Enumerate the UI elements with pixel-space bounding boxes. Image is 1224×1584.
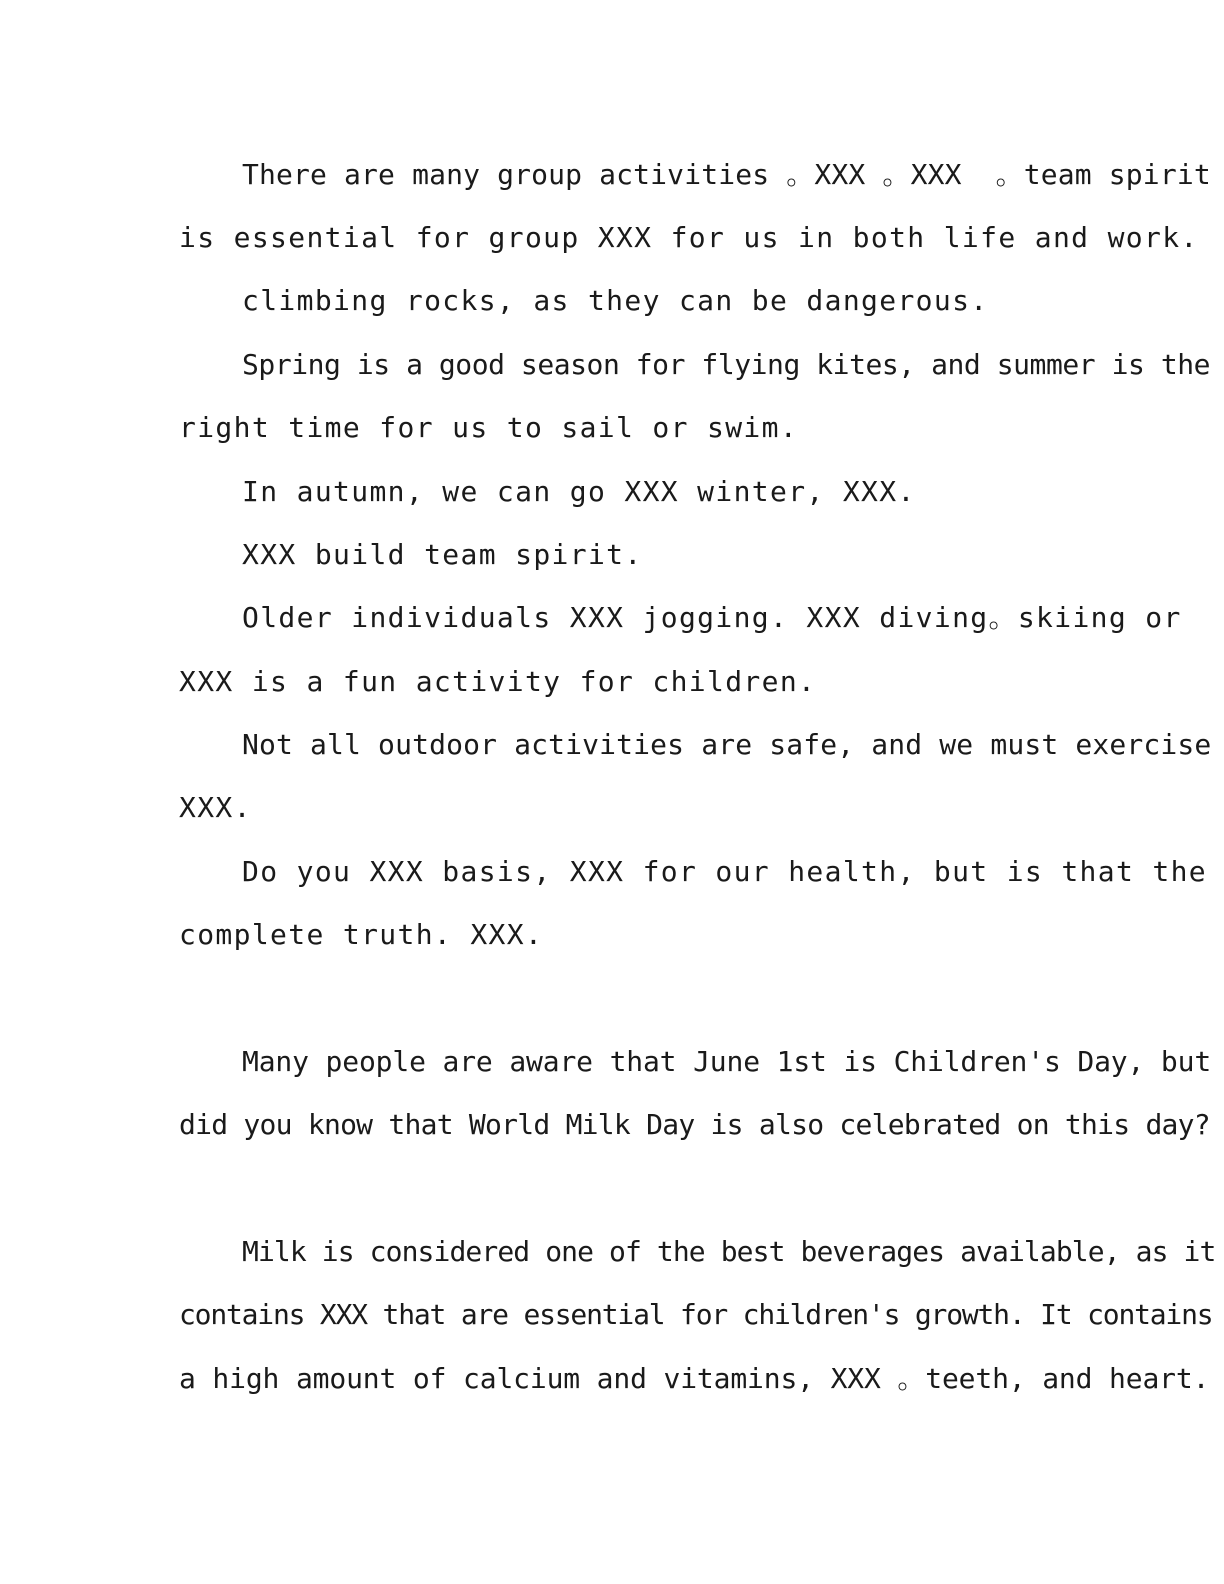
line-1: There are many group activities 。XXX 。XXX 。team spirit bbox=[242, 158, 1211, 191]
line-14: Many people are aware that June 1st is Children's Day, but bbox=[242, 1045, 1212, 1078]
line-13: complete truth. XXX. bbox=[179, 918, 544, 951]
line-5: right time for us to sail or swim. bbox=[179, 411, 799, 444]
line-15: did you know that World Milk Day is also celebrated on this day? bbox=[179, 1108, 1210, 1141]
line-2: is essential for group XXX for us in both life and work. bbox=[179, 221, 1199, 254]
line-12: Do you XXX basis, XXX for our health, but is that the bbox=[242, 855, 1207, 888]
line-10: Not all outdoor activities are safe, and we must exercise bbox=[242, 728, 1212, 761]
line-11: XXX. bbox=[179, 791, 252, 824]
line-4: Spring is a good season for flying kites, and summer is the bbox=[242, 348, 1211, 381]
line-6: In autumn, we can go XXX winter, XXX. bbox=[242, 475, 916, 508]
line-18: a high amount of calcium and vitamins, XXX 。teeth, and heart. bbox=[179, 1362, 1210, 1395]
line-7: XXX build team spirit. bbox=[242, 538, 643, 571]
line-3: climbing rocks, as they can be dangerous. bbox=[242, 284, 989, 317]
line-9: XXX is a fun activity for children. bbox=[179, 665, 817, 698]
line-16: Milk is considered one of the best beverages available, as it bbox=[242, 1235, 1216, 1268]
line-8: Older individuals XXX jogging. XXX diving。skiing or bbox=[242, 601, 1182, 634]
line-17: contains XXX that are essential for children's growth. It contains bbox=[179, 1298, 1213, 1331]
